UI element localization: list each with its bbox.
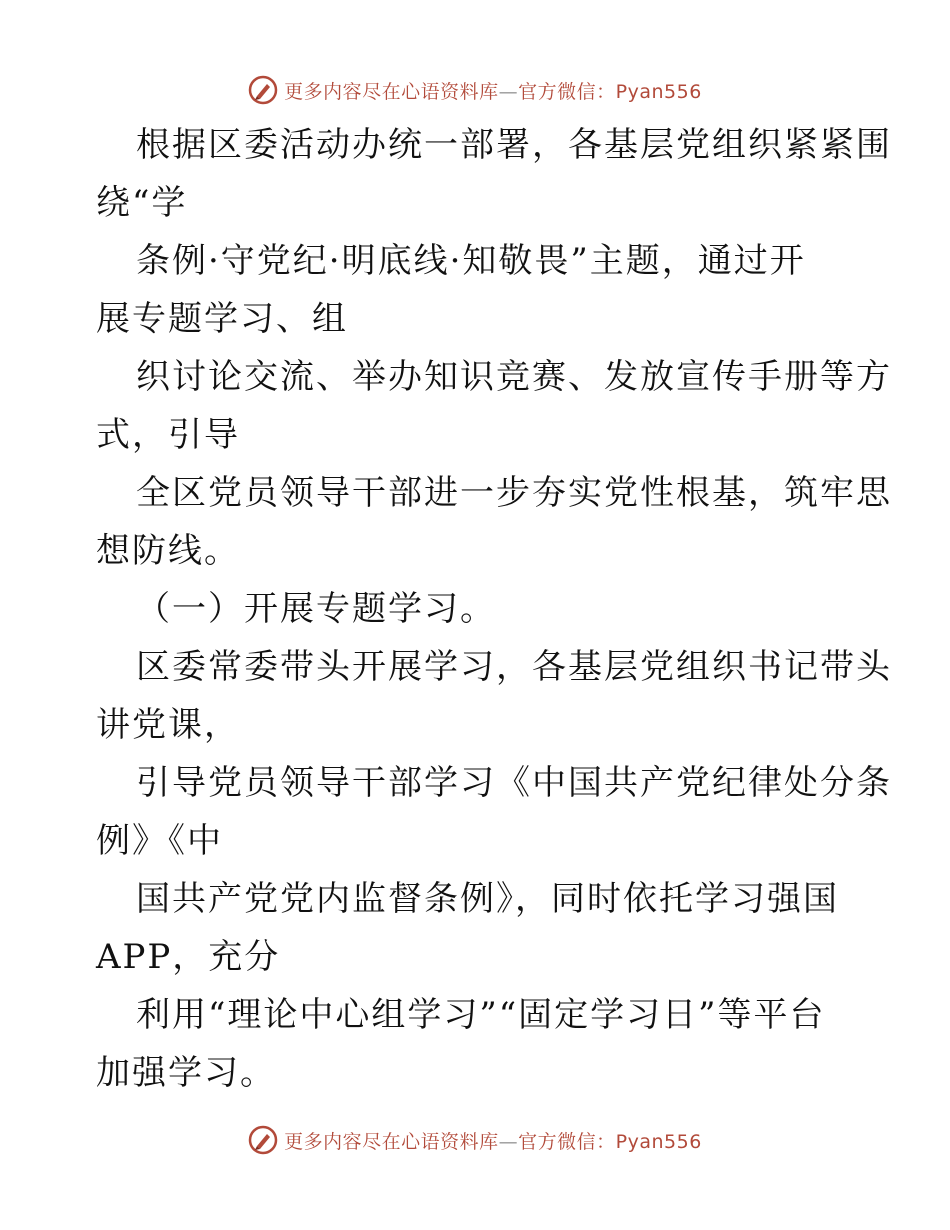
document-body: [96, 116, 892, 1102]
header-banner-separator: —: [498, 80, 519, 103]
body-line: 条例·守党纪·明底线·知敬畏”主题，通过开: [136, 241, 806, 281]
body-line: 想防线。: [96, 531, 240, 571]
header-banner-text: [284, 77, 702, 104]
footer-banner-contact: 官方微信：Pyan556: [518, 1130, 702, 1153]
footer-banner-separator: —: [498, 1130, 519, 1153]
body-line: 全区党员领导干部进一步夯实党性根基，筑牢思: [136, 473, 892, 513]
section-heading: （一）开展专题学习。: [136, 589, 496, 629]
body-line: 区委常委带头开展学习，各基层党组织书记带头: [136, 647, 892, 687]
body-line: 展专题学习、组: [96, 299, 348, 339]
pen-logo-icon: [248, 75, 278, 105]
header-banner-title: 更多内容尽在心语资料库: [284, 80, 499, 103]
body-line: 加强学习。: [96, 1053, 276, 1093]
body-line: 讲党课，: [96, 705, 240, 745]
body-line: 引导党员领导干部学习《中国共产党纪律处分条: [136, 763, 892, 803]
body-line: 织讨论交流、举办知识竞赛、发放宣传手册等方: [136, 357, 892, 397]
body-line: 例》《中: [96, 821, 223, 861]
body-line: 绕“学: [96, 183, 188, 223]
footer-banner: [0, 1122, 950, 1158]
body-line: 利用“理论中心组学习”“固定学习日”等平台: [136, 995, 826, 1035]
body-line: 根据区委活动办统一部署，各基层党组织紧紧围: [136, 125, 892, 165]
footer-banner-title: 更多内容尽在心语资料库: [284, 1130, 499, 1153]
body-line: 国共产党党内监督条例》，同时依托学习强国: [136, 879, 839, 919]
pen-logo-icon: [248, 1125, 278, 1155]
header-banner: [0, 72, 950, 108]
body-line: 式，引导: [96, 415, 240, 455]
footer-banner-text: [284, 1127, 702, 1154]
body-line: APP，充分: [96, 937, 281, 977]
header-banner-contact: 官方微信：Pyan556: [518, 80, 702, 103]
